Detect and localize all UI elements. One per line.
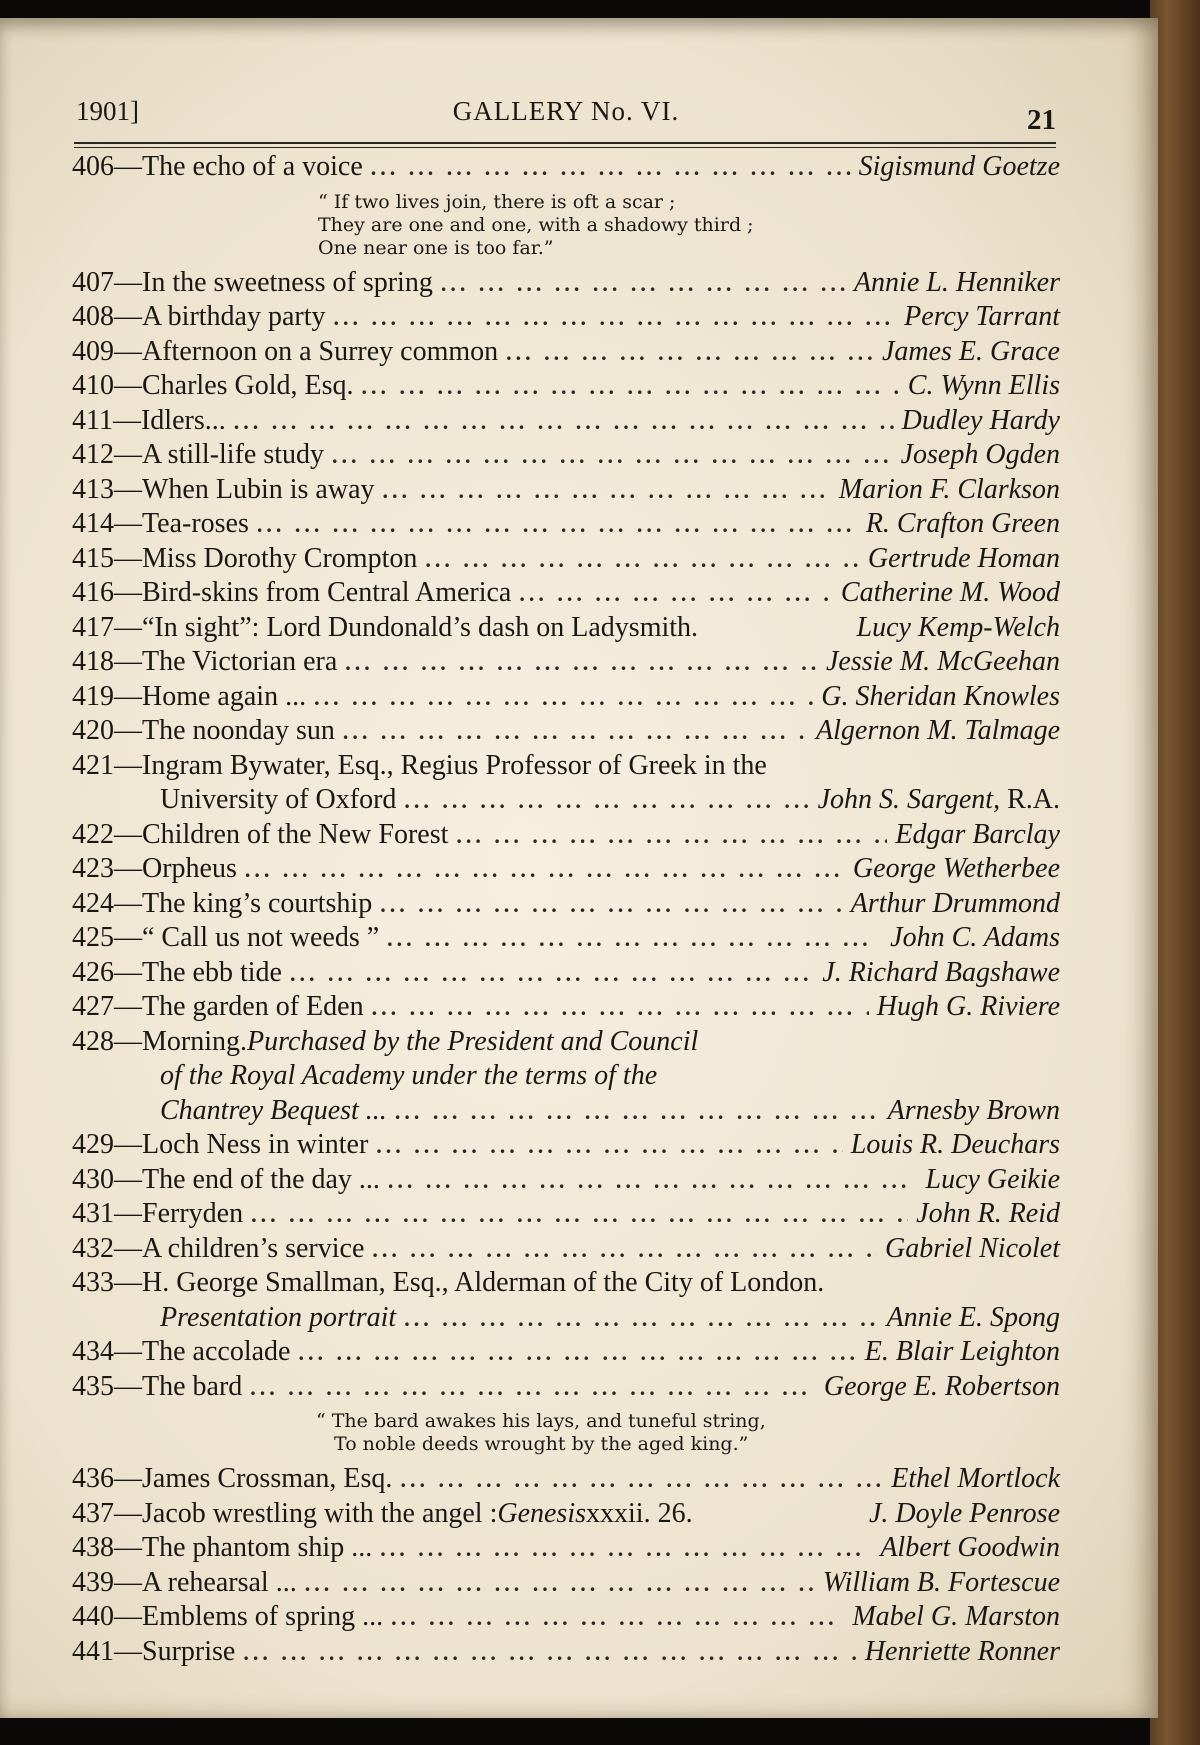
entry-number: 439— bbox=[72, 1566, 142, 1598]
entry-title: The accolade bbox=[142, 1336, 291, 1367]
catalogue-entry-continued bbox=[72, 783, 1060, 818]
entry-quotation bbox=[72, 1404, 1060, 1462]
dot-leader bbox=[404, 1302, 878, 1337]
entry-artist: Percy Tarrant bbox=[904, 301, 1060, 332]
catalogue-entry bbox=[72, 335, 1060, 370]
catalogue-entry bbox=[72, 956, 1060, 991]
running-head bbox=[76, 84, 1056, 136]
catalogue-entry bbox=[72, 1232, 1060, 1267]
catalogue-entry bbox=[72, 1497, 1060, 1532]
entry-number: 430— bbox=[72, 1163, 142, 1195]
entry-number: 427— bbox=[72, 991, 142, 1022]
entry-title: Miss Dorothy Crompton bbox=[142, 542, 418, 574]
entry-artist: William B. Fortescue bbox=[822, 1566, 1060, 1598]
catalogue-entry bbox=[72, 714, 1060, 749]
catalogue-entry bbox=[72, 1025, 1060, 1060]
catalogue-entry bbox=[72, 1335, 1060, 1370]
entry-artist: Gertrude Homan bbox=[867, 542, 1060, 574]
entry-title: Morning. bbox=[142, 1025, 247, 1057]
dot-leader bbox=[332, 439, 893, 474]
entry-artist: Arnesby Brown bbox=[887, 1094, 1060, 1126]
entry-title: Orpheus bbox=[142, 853, 237, 884]
entry-number: 415— bbox=[72, 542, 142, 574]
entry-title-note-continued: Presentation portrait bbox=[160, 1301, 397, 1333]
entry-title: H. George Smallman, Esq., Alderman of the City of London. bbox=[142, 1267, 825, 1298]
dot-leader bbox=[245, 853, 845, 888]
dot-leader bbox=[343, 715, 808, 750]
entry-artist: George Wetherbee bbox=[852, 853, 1060, 884]
header-year: 1901] bbox=[76, 96, 139, 126]
catalogue-entry bbox=[72, 921, 1060, 956]
entry-artist: James E. Grace bbox=[881, 335, 1060, 367]
entry-number: 412— bbox=[72, 439, 142, 470]
entry-number: 426— bbox=[72, 956, 142, 988]
catalogue-entry bbox=[72, 990, 1060, 1025]
dot-leader bbox=[372, 991, 869, 1026]
dot-leader bbox=[376, 1129, 842, 1164]
dot-leader bbox=[334, 301, 897, 336]
entry-number: 408— bbox=[72, 301, 142, 332]
catalogue-entry bbox=[72, 438, 1060, 473]
dot-leader bbox=[380, 888, 843, 923]
dot-leader bbox=[362, 370, 900, 405]
header-title: GALLERY No. VI. bbox=[452, 96, 680, 126]
entry-number: 424— bbox=[72, 887, 142, 919]
catalogue-entry bbox=[72, 1462, 1060, 1497]
dot-leader bbox=[404, 784, 809, 819]
entry-number: 421— bbox=[72, 749, 142, 781]
entry-number: 425— bbox=[72, 922, 142, 953]
entry-number: 419— bbox=[72, 680, 142, 712]
entry-artist: C. Wynn Ellis bbox=[907, 370, 1060, 401]
catalogue-entry bbox=[72, 266, 1060, 301]
entry-title: Surprise bbox=[142, 1635, 236, 1667]
catalogue-entry bbox=[72, 1531, 1060, 1566]
entry-title: Ferryden bbox=[142, 1198, 244, 1229]
dot-leader bbox=[425, 543, 860, 578]
header-rule bbox=[74, 142, 1056, 144]
catalogue-entry bbox=[72, 404, 1060, 439]
entry-number: 409— bbox=[72, 335, 142, 367]
catalogue-entry bbox=[72, 576, 1060, 611]
artist-honour: R.A. bbox=[1000, 784, 1060, 815]
dot-leader bbox=[519, 577, 833, 612]
dot-leader bbox=[506, 336, 874, 371]
dot-leader bbox=[383, 474, 831, 509]
entry-title-note: Purchased by the President and Council bbox=[247, 1025, 699, 1057]
entry-number: 437— bbox=[72, 1497, 142, 1529]
entry-title: Children of the New Forest bbox=[142, 818, 449, 850]
entry-title: The garden of Eden bbox=[142, 991, 364, 1022]
entry-artist: Joseph Ogden bbox=[900, 439, 1060, 470]
dot-leader bbox=[345, 646, 818, 681]
entry-artist: Marion F. Clarkson bbox=[838, 473, 1060, 505]
entry-title: Bird-skins from Central America bbox=[142, 577, 512, 608]
entry-number: 420— bbox=[72, 715, 142, 746]
entry-artist: J. Richard Bagshawe bbox=[822, 956, 1060, 988]
entry-title-reference: Genesis bbox=[497, 1497, 587, 1529]
entry-title: A still-life study bbox=[142, 439, 324, 470]
dot-leader bbox=[456, 819, 887, 854]
dot-leader bbox=[371, 151, 851, 186]
dot-leader bbox=[251, 1198, 908, 1233]
entry-title: The Victorian era bbox=[142, 646, 338, 677]
catalogue-entry bbox=[72, 542, 1060, 577]
entry-number: 433— bbox=[72, 1267, 142, 1298]
catalogue-entry bbox=[72, 852, 1060, 887]
catalogue-entry bbox=[72, 1370, 1060, 1405]
entry-artist: E. Blair Leighton bbox=[864, 1336, 1060, 1367]
entry-title: “ Call us not weeds ” bbox=[142, 922, 380, 953]
dot-leader bbox=[298, 1336, 856, 1371]
entry-number: 434— bbox=[72, 1336, 142, 1367]
entry-artist: Henriette Ronner bbox=[864, 1635, 1060, 1667]
quote-line: “ The bard awakes his lays, and tuneful string, bbox=[316, 1410, 766, 1432]
entry-artist: Edgar Barclay bbox=[895, 818, 1060, 850]
entry-number: 432— bbox=[72, 1232, 142, 1264]
catalogue-entry bbox=[72, 369, 1060, 404]
entry-title: The ebb tide bbox=[142, 956, 282, 988]
entry-title: Home again ... bbox=[142, 680, 307, 712]
entry-artist: J. Doyle Penrose bbox=[869, 1497, 1060, 1529]
entry-number: 414— bbox=[72, 508, 142, 539]
entry-number: 422— bbox=[72, 818, 142, 850]
entry-title: Tea-roses bbox=[142, 508, 249, 539]
dot-leader bbox=[234, 405, 894, 440]
entry-title-continued: University of Oxford bbox=[160, 784, 397, 815]
entry-title: Afternoon on a Surrey common bbox=[142, 335, 499, 367]
entry-number: 440— bbox=[72, 1601, 142, 1632]
catalogue-entry bbox=[72, 887, 1060, 922]
entry-title: The noonday sun bbox=[142, 715, 335, 746]
entry-number: 441— bbox=[72, 1635, 142, 1667]
entry-artist: Louis R. Deuchars bbox=[850, 1129, 1060, 1160]
catalogue-entry bbox=[72, 1197, 1060, 1232]
dot-leader bbox=[257, 508, 858, 543]
catalogue-entry bbox=[72, 1266, 1060, 1301]
catalogue-entry bbox=[72, 507, 1060, 542]
entry-title: The king’s courtship bbox=[142, 887, 373, 919]
entry-artist: Lucy Kemp-Welch bbox=[856, 611, 1060, 643]
entry-artist: Algernon M. Talmage bbox=[816, 715, 1060, 746]
dot-leader bbox=[395, 1095, 880, 1130]
entry-artist: R. Crafton Green bbox=[865, 508, 1060, 539]
dot-leader bbox=[387, 922, 882, 957]
entry-title: Idlers... bbox=[140, 404, 226, 436]
dot-leader bbox=[305, 1567, 815, 1602]
entry-artist: Ethel Mortlock bbox=[891, 1463, 1060, 1494]
catalogue-entry bbox=[72, 1163, 1060, 1198]
catalogue-page bbox=[0, 18, 1158, 1718]
entry-number: 413— bbox=[72, 473, 142, 505]
entry-title: In the sweetness of spring bbox=[142, 266, 433, 298]
entry-quotation bbox=[72, 185, 1060, 266]
catalogue-entry bbox=[72, 473, 1060, 508]
entry-artist: Lucy Geikie bbox=[925, 1163, 1060, 1195]
entry-number: 416— bbox=[72, 577, 142, 608]
entry-title-note-continued: Chantrey Bequest ... bbox=[160, 1094, 387, 1126]
entry-title: A children’s service bbox=[142, 1232, 365, 1264]
entry-number: 435— bbox=[72, 1370, 142, 1402]
catalogue-entry bbox=[72, 1635, 1060, 1670]
dot-leader bbox=[400, 1463, 883, 1498]
entry-title: The echo of a voice bbox=[142, 151, 363, 182]
entry-artist: Annie E. Spong bbox=[886, 1301, 1060, 1333]
catalogue-entry bbox=[72, 645, 1060, 680]
entry-title: “In sight”: Lord Dundonald’s dash on Ladysmith. bbox=[142, 611, 699, 643]
entry-artist: G. Sheridan Knowles bbox=[821, 680, 1060, 712]
catalogue-entry bbox=[72, 749, 1060, 784]
entry-artist: Albert Goodwin bbox=[880, 1532, 1060, 1563]
catalogue-entry-continued bbox=[72, 1301, 1060, 1336]
catalogue-entry bbox=[72, 818, 1060, 853]
entry-number: 436— bbox=[72, 1463, 142, 1494]
entry-number: 418— bbox=[72, 646, 142, 677]
entry-number: 438— bbox=[72, 1532, 142, 1563]
entry-number: 431— bbox=[72, 1198, 142, 1229]
entry-title: Jacob wrestling with the angel : bbox=[142, 1497, 498, 1529]
catalogue-entry-continued bbox=[72, 1059, 1060, 1094]
entry-title: Loch Ness in winter bbox=[142, 1129, 369, 1160]
entry-artist: John R. Reid bbox=[916, 1198, 1060, 1229]
entry-artist: Mabel G. Marston bbox=[852, 1601, 1060, 1632]
entry-artist: George E. Robertson bbox=[823, 1370, 1060, 1402]
entry-artist: Dudley Hardy bbox=[901, 404, 1060, 436]
entry-number: 423— bbox=[72, 853, 142, 884]
entry-title: The bard bbox=[142, 1370, 243, 1402]
dot-leader bbox=[372, 1233, 877, 1268]
entry-number: 410— bbox=[72, 370, 142, 401]
dot-leader bbox=[391, 1601, 844, 1636]
entry-artist: Jessie M. McGeehan bbox=[825, 646, 1060, 677]
dot-leader bbox=[243, 1636, 857, 1671]
entry-title-note-continued: of the Royal Academy under the terms of the bbox=[160, 1060, 658, 1091]
dot-leader bbox=[388, 1164, 918, 1199]
entry-number: 417— bbox=[72, 611, 142, 643]
entry-title: The end of the day ... bbox=[142, 1163, 380, 1195]
catalogue-entry bbox=[72, 1566, 1060, 1601]
entry-artist: Hugh G. Riviere bbox=[876, 991, 1060, 1022]
entry-artist: Catherine M. Wood bbox=[840, 577, 1060, 608]
dot-leader bbox=[250, 1371, 816, 1406]
entry-artist: John S. Sargent, R.A. bbox=[817, 784, 1060, 815]
dot-leader bbox=[314, 681, 813, 716]
quote-line: One near one is too far.” bbox=[318, 236, 554, 259]
entry-title: The phantom ship ... bbox=[142, 1532, 373, 1563]
entry-title: Emblems of spring ... bbox=[142, 1601, 384, 1632]
entry-title: Charles Gold, Esq. bbox=[142, 370, 354, 401]
entry-artist: Annie L. Henniker bbox=[853, 266, 1060, 298]
entry-title: A rehearsal ... bbox=[142, 1566, 297, 1598]
page-number: 21 bbox=[1027, 104, 1056, 136]
catalogue-entry bbox=[72, 1128, 1060, 1163]
entry-number: 407— bbox=[72, 266, 142, 298]
entry-artist: Sigismund Goetze bbox=[858, 151, 1060, 182]
catalogue-entry bbox=[72, 150, 1060, 185]
entry-artist: John C. Adams bbox=[890, 922, 1060, 953]
header-rule-thin bbox=[74, 147, 1056, 148]
entry-title: James Crossman, Esq. bbox=[142, 1463, 393, 1494]
catalogue-entry bbox=[72, 300, 1060, 335]
catalogue-entry bbox=[72, 611, 1060, 646]
dot-leader bbox=[441, 267, 846, 302]
catalogue-entries bbox=[72, 150, 1060, 1669]
dot-leader bbox=[290, 957, 814, 992]
catalogue-entry bbox=[72, 680, 1060, 715]
entry-title: When Lubin is away bbox=[142, 473, 375, 505]
entry-number: 428— bbox=[72, 1025, 142, 1057]
entry-title-verse: xxxii. 26. bbox=[586, 1497, 693, 1529]
entry-artist: Arthur Drummond bbox=[850, 887, 1060, 919]
dot-leader bbox=[380, 1532, 872, 1567]
catalogue-entry bbox=[72, 1600, 1060, 1635]
entry-title: A birthday party bbox=[142, 301, 326, 332]
entry-number: 429— bbox=[72, 1129, 142, 1160]
entry-artist: Gabriel Nicolet bbox=[885, 1232, 1060, 1264]
quote-line: They are one and one, with a shadowy third ; bbox=[318, 213, 754, 236]
entry-number: 411— bbox=[72, 404, 141, 436]
catalogue-entry-continued bbox=[72, 1094, 1060, 1129]
quote-line: To noble deeds wrought by the aged king.” bbox=[334, 1433, 749, 1455]
quote-line: “ If two lives join, there is oft a scar ; bbox=[318, 190, 676, 213]
entry-title: Ingram Bywater, Esq., Regius Professor of Greek in the bbox=[142, 749, 767, 781]
entry-number: 406— bbox=[72, 151, 142, 182]
